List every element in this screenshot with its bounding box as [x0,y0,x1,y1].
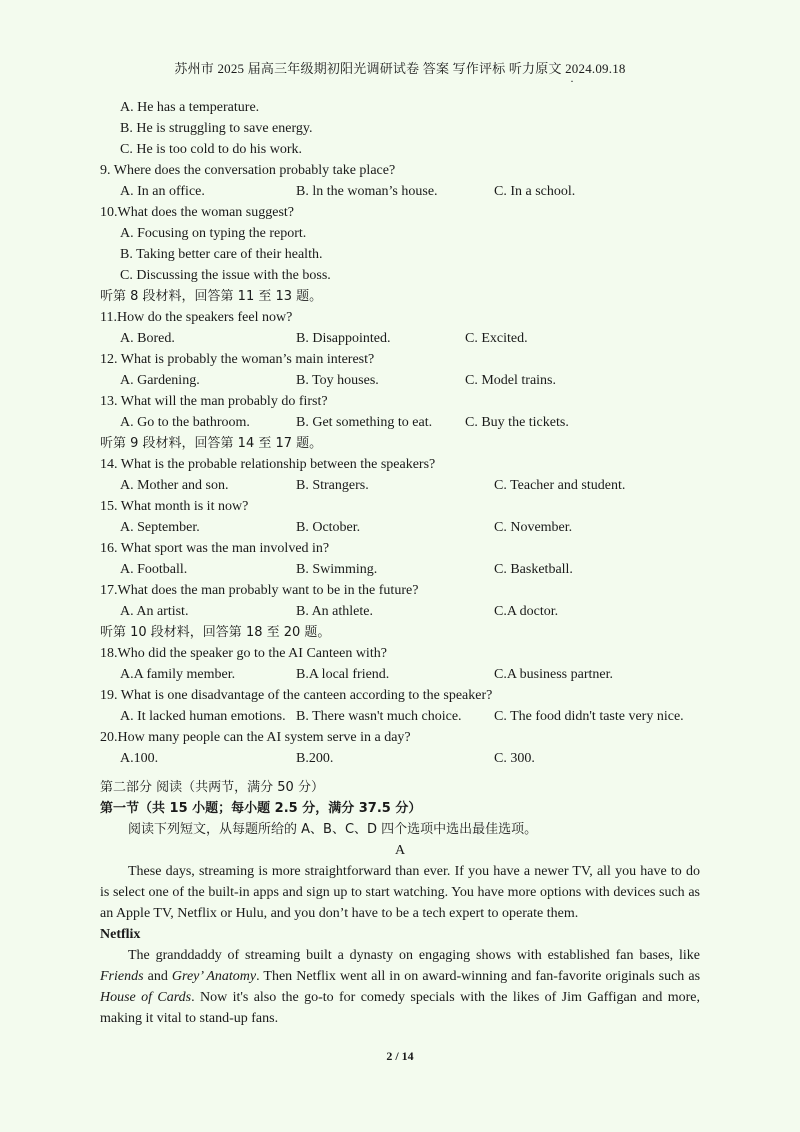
q15-option-c: C. November. [494,520,573,535]
q17-stem: 17.What does the man probably want to be in the future? [100,583,419,598]
q11-option-a: A. Bored. [120,331,175,346]
netflix-show-house-of-cards: House of Cards [100,990,192,1005]
q17-options [0,601,800,622]
section8-instruction: 听第 8 段材料，回答第 11 至 13 题。 [100,289,323,304]
q20-option-c: C. 300. [494,751,535,766]
passage-paragraph-1: These days, streaming is more straightforward than ever. If you have a newer TV, all you have to do is select one of the built-in apps and sign up to start watching. You have more options with devices such as an Apple TV, Netflix or Hulu, and you don’t have to be a tech expert to operate them. [100,864,700,921]
q15-options [0,517,800,538]
header-dot: · [570,74,574,88]
page-number: 2 / 14 [386,1049,414,1063]
q14-option-c: C. Teacher and student. [494,478,626,493]
q19-option-b: B. There wasn't much choice. [296,709,462,724]
q10-option-c: C. Discussing the issue with the boss. [120,268,331,283]
q19-option-a: A. It lacked human emotions. [120,709,286,724]
q14-stem: 14. What is the probable relationship between the speakers? [100,457,436,472]
q11-stem: 11.How do the speakers feel now? [100,310,293,325]
q12-options [0,370,800,391]
q16-stem: 16. What sport was the man involved in? [100,541,330,556]
section1-title: 第一节（共 15 小题；每小题 2.5 分，满分 37.5 分） [100,801,422,816]
q17-option-a: A. An artist. [120,604,189,619]
q16-option-a: A. Football. [120,562,188,577]
q11-option-b: B. Disappointed. [296,331,391,346]
q9-stem: 9. Where does the conversation probably take place? [100,163,396,178]
q13-option-b: B. Get something to eat. [296,415,433,430]
q14-options [0,475,800,496]
q18-options [0,664,800,685]
q18-option-a: A.A family member. [120,667,236,682]
q18-option-c: C.A business partner. [494,667,613,682]
q19-option-c: C. The food didn't taste very nice. [494,709,684,724]
netflix-text-1: The granddaddy of streaming built a dynasty on engaging shows with established fan bases, like [128,948,700,963]
q12-option-a: A. Gardening. [120,373,200,388]
q12-option-b: B. Toy houses. [296,373,379,388]
part2-title: 第二部分 阅读（共两节，满分 50 分） [100,780,324,795]
q16-option-b: B. Swimming. [296,562,378,577]
q10-option-b: B. Taking better care of their health. [120,247,323,262]
page-header: 苏州市 2025 届高三年级期初阳光调研试卷 答案 写作评标 听力原文 2024.09.18 [174,61,626,76]
passage-intro [100,861,700,924]
q10-option-a: A. Focusing on typing the report. [120,226,307,241]
q12-stem: 12. What is probably the woman’s main interest? [100,352,375,367]
q15-option-a: A. September. [120,520,200,535]
q16-option-c: C. Basketball. [494,562,573,577]
passage-label: A [394,843,406,858]
page-content [0,97,800,1029]
q19-options [0,706,800,727]
q19-stem: 19. What is one disadvantage of the canteen according to the speaker? [100,688,493,703]
q10-stem: 10.What does the woman suggest? [100,205,295,220]
q14-option-b: B. Strangers. [296,478,369,493]
q16-options [0,559,800,580]
q18-option-b: B.A local friend. [296,667,390,682]
q11-option-c: C. Excited. [465,331,528,346]
q8-option-a: A. He has a temperature. [120,100,260,115]
q13-stem: 13. What will the man probably do first? [100,394,328,409]
q14-option-a: A. Mother and son. [120,478,229,493]
q12-option-c: C. Model trains. [465,373,556,388]
q17-option-c: C.A doctor. [494,604,559,619]
netflix-heading: Netflix [100,927,141,942]
q9-option-a: A. In an office. [120,184,205,199]
q15-option-b: B. October. [296,520,361,535]
q8-option-b: B. He is struggling to save energy. [120,121,313,136]
q8-option-c: C. He is too cold to do his work. [120,142,302,157]
q15-stem: 15. What month is it now? [100,499,249,514]
q9-option-b: B. ln the woman’s house. [296,184,438,199]
q20-options [0,748,800,769]
q20-option-b: B.200. [296,751,334,766]
reading-instruction: 阅读下列短文，从每题所给的 A、B、C、D 四个选项中选出最佳选项。 [128,822,538,837]
section9-instruction: 听第 9 段材料，回答第 14 至 17 题。 [100,436,323,451]
netflix-text-3: . Then Netflix went all in on award-winning and fan-favorite originals such as [256,969,701,984]
q9-option-c: C. In a school. [494,184,576,199]
netflix-show-greys: Grey’ Anatomy [171,969,257,984]
section10-instruction: 听第 10 段材料，回答第 18 至 20 题。 [100,625,331,640]
q13-option-a: A. Go to the bathroom. [120,415,250,430]
q13-options [0,412,800,433]
netflix-text-4: . Now it's also the go-to for comedy specials with the likes of Jim Gaffigan and more, making it vital to stand-up fans. [100,990,700,1026]
netflix-show-friends: Friends [100,969,144,984]
q18-stem: 18.Who did the speaker go to the AI Canteen with? [100,646,387,661]
q11-options [0,328,800,349]
q20-option-a: A.100. [120,751,159,766]
q9-options [0,181,800,202]
netflix-paragraph [100,945,700,1029]
q20-stem: 20.How many people can the AI system serve in a day? [100,730,411,745]
q13-option-c: C. Buy the tickets. [465,415,569,430]
q17-option-b: B. An athlete. [296,604,373,619]
netflix-text-2: and [143,969,172,984]
netflix-section [100,945,700,1029]
